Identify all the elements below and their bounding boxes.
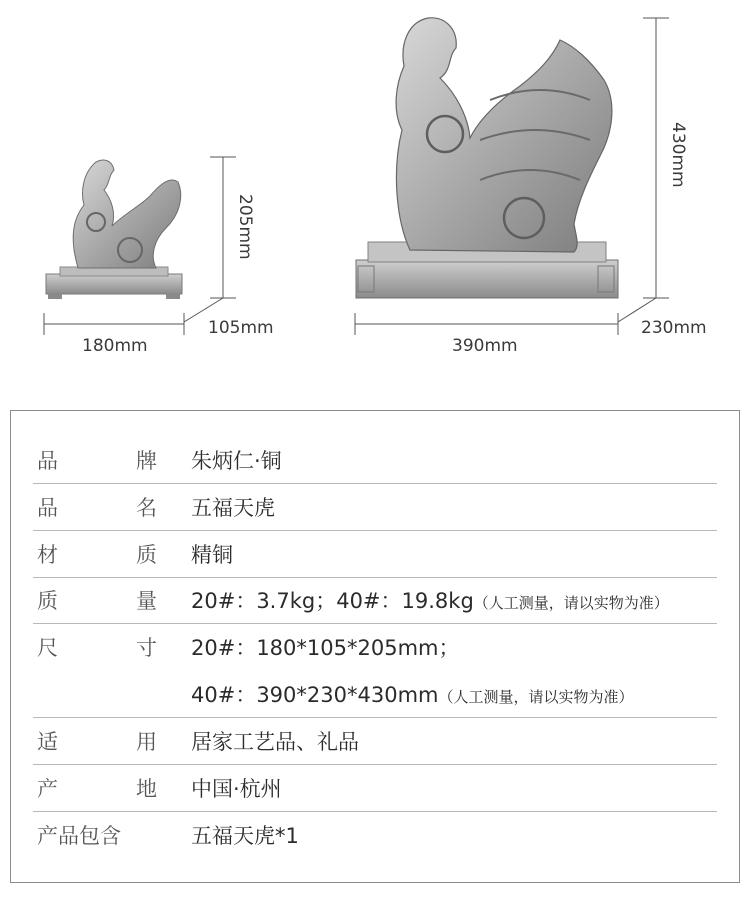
spec-note: （人工测量，请以实物为准） bbox=[438, 687, 634, 706]
spec-label: 品 牌 bbox=[37, 449, 157, 473]
large-height-label: 430mm bbox=[668, 122, 688, 188]
spec-row-origin bbox=[33, 764, 717, 812]
spec-value: 五福天虎*1 bbox=[191, 823, 299, 848]
spec-row-brand bbox=[33, 437, 717, 484]
spec-label: 品 名 bbox=[37, 495, 157, 520]
dimension-drawing bbox=[0, 0, 750, 380]
product-dimension-figure bbox=[0, 0, 750, 380]
spec-table bbox=[10, 410, 740, 883]
spec-row-package bbox=[33, 811, 717, 858]
small-width-label: 180mm bbox=[82, 336, 148, 356]
spec-row-size-40 bbox=[33, 670, 717, 718]
large-width-label: 390mm bbox=[452, 336, 518, 356]
spec-value: 居家工艺品、礼品 bbox=[191, 729, 359, 754]
spec-label: 产 地 bbox=[37, 776, 157, 801]
small-height-label: 205mm bbox=[235, 194, 255, 260]
large-depth-label: 230mm bbox=[641, 318, 707, 338]
spec-value: 20#：3.7kg；40#：19.8kg（人工测量，请以实物为准） bbox=[191, 589, 669, 613]
spec-row-weight bbox=[33, 577, 717, 624]
spec-row-name bbox=[33, 483, 717, 531]
spec-value: 40#：390*230*430mm（人工测量，请以实物为准） bbox=[191, 682, 634, 707]
spec-value: 中国·杭州 bbox=[191, 776, 282, 801]
spec-row-material bbox=[33, 530, 717, 578]
spec-row-size-20 bbox=[33, 623, 717, 670]
spec-value: 20#：180*105*205mm； bbox=[191, 635, 460, 660]
spec-value: 精铜 bbox=[191, 542, 233, 567]
spec-value: 朱炳仁·铜 bbox=[191, 449, 282, 473]
spec-value: 五福天虎 bbox=[191, 495, 275, 520]
spec-row-usage bbox=[33, 717, 717, 765]
spec-label: 质 量 bbox=[37, 589, 157, 613]
spec-label: 适 用 bbox=[37, 729, 157, 754]
large-tiger-sculpture bbox=[356, 18, 618, 298]
spec-note: （人工测量，请以实物为准） bbox=[473, 594, 669, 612]
small-depth-label: 105mm bbox=[208, 318, 274, 338]
small-tiger-sculpture bbox=[46, 160, 182, 299]
spec-label: 尺 寸 bbox=[37, 635, 157, 660]
spec-label: 产品包含 bbox=[37, 823, 121, 848]
spec-label: 材 质 bbox=[37, 542, 157, 567]
